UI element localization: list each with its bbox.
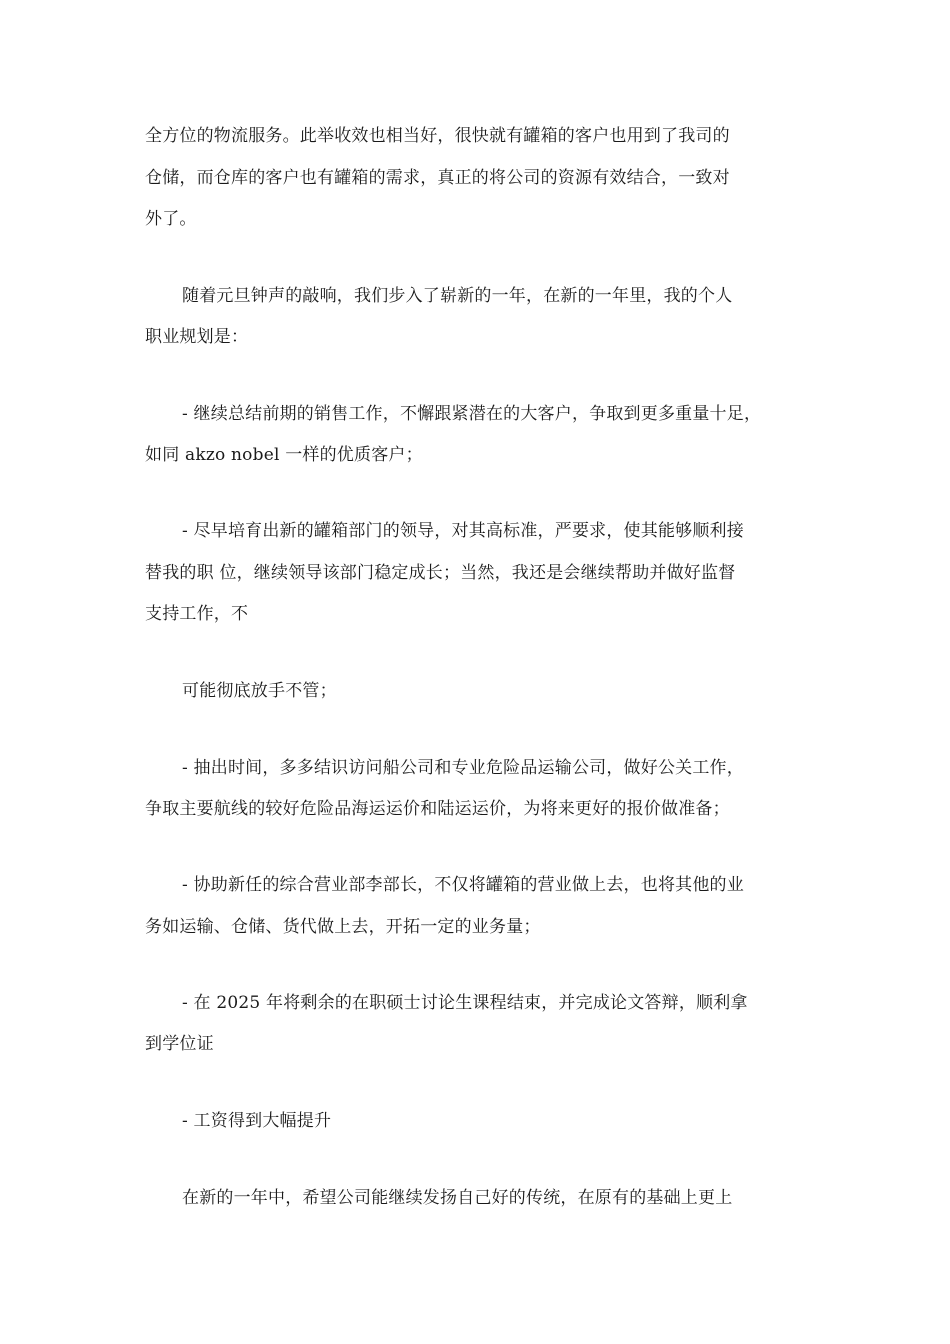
list-item-line: - 在 2025 年将剩余的在职硕士讨论生课程结束，并完成论文答辩，顺利拿 <box>182 993 748 1013</box>
text-line: 替我的职 位，继续领导该部门稳定成长；当然，我还是会继续帮助并做好监督 <box>145 563 736 583</box>
list-item-line: - 工资得到大幅提升 <box>182 1111 332 1131</box>
text-line: 到学位证 <box>145 1034 214 1054</box>
text-line: 在新的一年中，希望公司能继续发扬自己好的传统，在原有的基础上更上 <box>182 1188 733 1208</box>
text-line: 外了。 <box>145 209 197 229</box>
text-line: 争取主要航线的较好危险品海运运价和陆运运价，为将来更好的报价做准备； <box>145 799 730 819</box>
list-item-line: - 抽出时间，多多结识访问船公司和专业危险品运输公司，做好公关工作， <box>182 758 744 778</box>
text-line: 支持工作，不 <box>145 604 249 624</box>
text-line: 务如运输、仓储、货代做上去，开拓一定的业务量； <box>145 917 541 937</box>
list-item-line: - 继续总结前期的销售工作，不懈跟紧潜在的大客户，争取到更多重量十足， <box>182 404 762 424</box>
text-line: 如同 akzo nobel 一样的优质客户； <box>145 445 423 465</box>
list-item-line: - 尽早培育出新的罐箱部门的领导，对其高标准，严要求，使其能够顺利接 <box>182 521 744 541</box>
text-line: 职业规划是： <box>145 327 249 347</box>
text-line: 全方位的物流服务。此举收效也相当好，很快就有罐箱的客户也用到了我司的 <box>145 126 730 146</box>
text-line: 随着元旦钟声的敲响，我们步入了崭新的一年，在新的一年里，我的个人 <box>182 286 733 306</box>
list-item-line: - 协助新任的综合营业部李部长，不仅将罐箱的营业做上去，也将其他的业 <box>182 875 744 895</box>
text-line: 仓储，而仓库的客户也有罐箱的需求，真正的将公司的资源有效结合，一致对 <box>145 168 730 188</box>
text-line: 可能彻底放手不管； <box>182 681 337 701</box>
